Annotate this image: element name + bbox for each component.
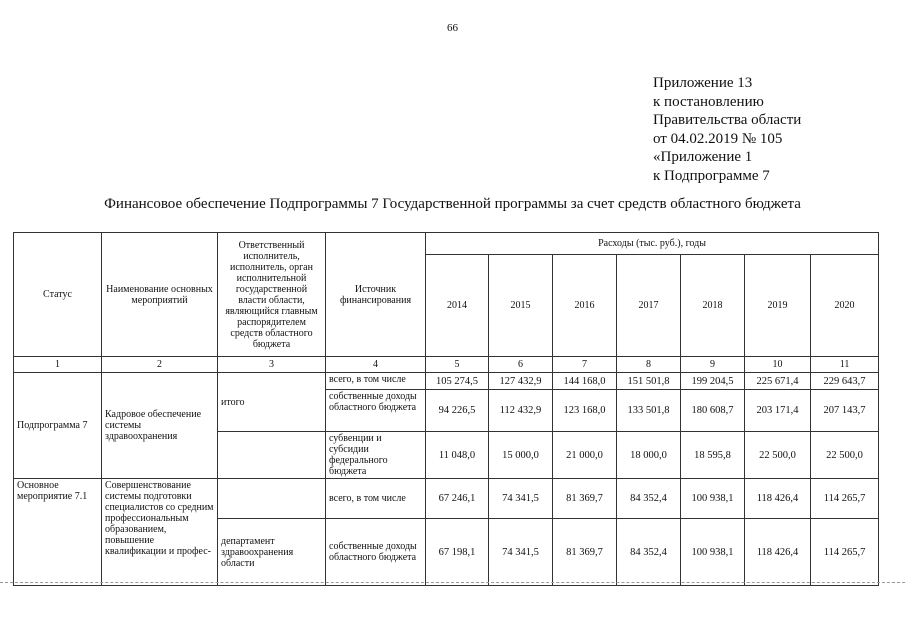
row-source: собственные доходы областного бюджета bbox=[326, 519, 426, 586]
value-cell: 94 226,5 bbox=[426, 390, 489, 432]
row-name: Кадровое обеспечение системы здравоохранения bbox=[102, 373, 218, 479]
table-row bbox=[14, 373, 879, 390]
value-cell: 123 168,0 bbox=[553, 390, 617, 432]
value-cell: 144 168,0 bbox=[553, 373, 617, 390]
row-source: собственные доходы областного бюджета bbox=[326, 390, 426, 432]
header-name: Наименование основных мероприятий bbox=[102, 233, 218, 357]
document-title: Финансовое обеспечение Подпрограммы 7 Государственной программы за счет средств областного бюджета bbox=[104, 196, 801, 212]
value-cell: 67 198,1 bbox=[426, 519, 489, 586]
value-cell: 203 171,4 bbox=[745, 390, 811, 432]
value-cell: 81 369,7 bbox=[553, 479, 617, 519]
header-year: 2015 bbox=[489, 255, 553, 357]
column-number-row bbox=[14, 357, 879, 373]
column-number: 10 bbox=[745, 357, 811, 373]
column-number: 3 bbox=[218, 357, 326, 373]
header-year: 2019 bbox=[745, 255, 811, 357]
value-cell: 225 671,4 bbox=[745, 373, 811, 390]
value-cell: 74 341,5 bbox=[489, 479, 553, 519]
row-source: субвенции и субсидии федерального бюджета bbox=[326, 432, 426, 479]
value-cell: 133 501,8 bbox=[617, 390, 681, 432]
value-cell: 84 352,4 bbox=[617, 519, 681, 586]
value-cell: 114 265,7 bbox=[811, 479, 879, 519]
value-cell: 84 352,4 bbox=[617, 479, 681, 519]
row-status: Основное мероприятие 7.1 bbox=[14, 479, 102, 586]
header-year: 2016 bbox=[553, 255, 617, 357]
row-name: Совершенствование системы подготовки специалистов со средним профессиональным образованием, повышение квалификации и профес- bbox=[102, 479, 218, 586]
value-cell: 118 426,4 bbox=[745, 519, 811, 586]
column-number: 4 bbox=[326, 357, 426, 373]
value-cell: 229 643,7 bbox=[811, 373, 879, 390]
row-executor-empty bbox=[218, 479, 326, 519]
financing-table bbox=[13, 232, 879, 586]
table-row bbox=[14, 479, 879, 519]
column-number: 11 bbox=[811, 357, 879, 373]
header-year: 2018 bbox=[681, 255, 745, 357]
header-year: 2017 bbox=[617, 255, 681, 357]
value-cell: 199 204,5 bbox=[681, 373, 745, 390]
appendix-line: «Приложение 1 bbox=[653, 149, 753, 165]
column-number: 6 bbox=[489, 357, 553, 373]
header-executor: Ответственный исполнитель, исполнитель, орган исполнительной государственной власти области, являющийся главным распорядителем средств областного бюджета bbox=[218, 233, 326, 357]
column-number: 1 bbox=[14, 357, 102, 373]
column-number: 5 bbox=[426, 357, 489, 373]
value-cell: 22 500,0 bbox=[811, 432, 879, 479]
row-executor-empty bbox=[218, 432, 326, 479]
value-cell: 74 341,5 bbox=[489, 519, 553, 586]
appendix-block bbox=[653, 74, 801, 185]
value-cell: 112 432,9 bbox=[489, 390, 553, 432]
value-cell: 11 048,0 bbox=[426, 432, 489, 479]
header-source: Источник финансирования bbox=[326, 233, 426, 357]
value-cell: 18 000,0 bbox=[617, 432, 681, 479]
column-number: 8 bbox=[617, 357, 681, 373]
value-cell: 81 369,7 bbox=[553, 519, 617, 586]
page-number: 66 bbox=[447, 22, 458, 34]
value-cell: 127 432,9 bbox=[489, 373, 553, 390]
row-executor: итого bbox=[218, 373, 326, 432]
row-source: всего, в том числе bbox=[326, 373, 426, 390]
row-status: Подпрограмма 7 bbox=[14, 373, 102, 479]
header-expenses: Расходы (тыс. руб.), годы bbox=[426, 233, 879, 255]
appendix-line: к постановлению bbox=[653, 93, 764, 110]
value-cell: 100 938,1 bbox=[681, 479, 745, 519]
value-cell: 67 246,1 bbox=[426, 479, 489, 519]
value-cell: 100 938,1 bbox=[681, 519, 745, 586]
page-bottom-rule bbox=[0, 582, 905, 583]
column-number: 9 bbox=[681, 357, 745, 373]
header-year: 2014 bbox=[426, 255, 489, 357]
value-cell: 151 501,8 bbox=[617, 373, 681, 390]
appendix-line: к Подпрограмме 7 bbox=[653, 167, 770, 184]
value-cell: 180 608,7 bbox=[681, 390, 745, 432]
header-year: 2020 bbox=[811, 255, 879, 357]
value-cell: 114 265,7 bbox=[811, 519, 879, 586]
value-cell: 105 274,5 bbox=[426, 373, 489, 390]
value-cell: 18 595,8 bbox=[681, 432, 745, 479]
value-cell: 118 426,4 bbox=[745, 479, 811, 519]
header-status: Статус bbox=[14, 233, 102, 357]
column-number: 2 bbox=[102, 357, 218, 373]
value-cell: 22 500,0 bbox=[745, 432, 811, 479]
appendix-line: от 04.02.2019 № 105 bbox=[653, 130, 783, 147]
value-cell: 207 143,7 bbox=[811, 390, 879, 432]
column-number: 7 bbox=[553, 357, 617, 373]
row-source: всего, в том числе bbox=[326, 479, 426, 519]
value-cell: 21 000,0 bbox=[553, 432, 617, 479]
appendix-line: Приложение 13 bbox=[653, 75, 753, 91]
appendix-line: Правительства области bbox=[653, 112, 802, 128]
value-cell: 15 000,0 bbox=[489, 432, 553, 479]
row-executor: департамент здравоохранения области bbox=[218, 519, 326, 586]
header-row bbox=[14, 233, 879, 255]
